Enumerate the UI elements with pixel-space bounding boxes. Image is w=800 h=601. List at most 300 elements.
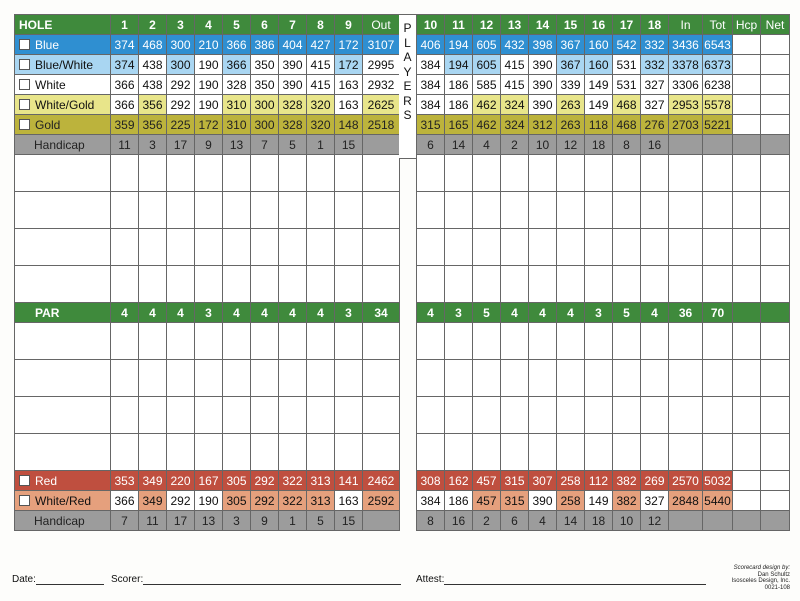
par-value: 4 xyxy=(223,303,251,323)
yardage: 322 xyxy=(279,471,307,491)
net-cell[interactable] xyxy=(761,115,790,135)
hole-number: 9 xyxy=(335,15,363,35)
yardage: 438 xyxy=(139,75,167,95)
yardage: 366 xyxy=(111,491,139,511)
yardage: 531 xyxy=(613,55,641,75)
player-score-row[interactable] xyxy=(417,266,790,303)
yardage: 310 xyxy=(223,95,251,115)
yardage: 468 xyxy=(613,115,641,135)
yardage: 390 xyxy=(529,491,557,511)
yardage: 432 xyxy=(501,35,529,55)
yardage: 313 xyxy=(307,491,335,511)
tee-row-white-red-back xyxy=(417,491,790,511)
hole-number: 2 xyxy=(139,15,167,35)
yardage: 366 xyxy=(111,75,139,95)
yardage: 367 xyxy=(557,55,585,75)
yardage: 269 xyxy=(641,471,669,491)
hole-number: 18 xyxy=(641,15,669,35)
checkbox[interactable] xyxy=(19,79,30,90)
player-score-row[interactable] xyxy=(15,155,400,192)
par-value: 4 xyxy=(139,303,167,323)
par-value: 3 xyxy=(585,303,613,323)
yardage: 312 xyxy=(529,115,557,135)
yardage: 367 xyxy=(557,35,585,55)
yardage: 148 xyxy=(335,115,363,135)
yardage: 382 xyxy=(613,471,641,491)
hole-number: 12 xyxy=(473,15,501,35)
player-score-row[interactable] xyxy=(417,434,790,471)
handicap-value: 6 xyxy=(417,135,445,155)
par-row xyxy=(15,303,400,323)
handicap-value: 11 xyxy=(139,511,167,531)
handicap-value: 9 xyxy=(251,511,279,531)
yardage: 339 xyxy=(557,75,585,95)
yardage: 366 xyxy=(223,55,251,75)
hole-number: 6 xyxy=(251,15,279,35)
yardage: 457 xyxy=(473,491,501,511)
handicap-label: Handicap xyxy=(15,511,111,531)
hcp-cell[interactable] xyxy=(733,35,761,55)
yardage: 350 xyxy=(251,75,279,95)
yardage: 190 xyxy=(195,55,223,75)
yardage: 276 xyxy=(641,115,669,135)
yardage: 162 xyxy=(445,471,473,491)
yardage: 332 xyxy=(641,55,669,75)
handicap-value: 10 xyxy=(529,135,557,155)
yardage: 149 xyxy=(585,491,613,511)
player-score-row[interactable] xyxy=(15,192,400,229)
yardage: 384 xyxy=(417,95,445,115)
yardage: 190 xyxy=(195,491,223,511)
hole-number: 16 xyxy=(585,15,613,35)
yardage: 292 xyxy=(167,95,195,115)
yardage: 353 xyxy=(111,471,139,491)
par-value: 4 xyxy=(501,303,529,323)
yardage: 210 xyxy=(195,35,223,55)
handicap-value: 14 xyxy=(445,135,473,155)
yardage: 258 xyxy=(557,491,585,511)
yardage: 438 xyxy=(139,55,167,75)
out-total: 3107 xyxy=(363,35,400,55)
hole-number: 1 xyxy=(111,15,139,35)
yardage: 328 xyxy=(279,95,307,115)
yardage: 386 xyxy=(251,35,279,55)
yardage: 149 xyxy=(585,95,613,115)
yardage: 292 xyxy=(251,491,279,511)
yardage: 605 xyxy=(473,35,501,55)
in-total: 2953 xyxy=(669,95,703,115)
yardage: 186 xyxy=(445,491,473,511)
handicap-value: 10 xyxy=(613,511,641,531)
hole-number: 3 xyxy=(167,15,195,35)
yardage: 194 xyxy=(445,55,473,75)
tee-row-red-back xyxy=(417,471,790,491)
yardage: 172 xyxy=(335,55,363,75)
handicap-value: 7 xyxy=(251,135,279,155)
yardage: 468 xyxy=(613,95,641,115)
total: 5440 xyxy=(703,491,733,511)
hole-number: 10 xyxy=(417,15,445,35)
yardage: 141 xyxy=(335,471,363,491)
yardage: 118 xyxy=(585,115,613,135)
yardage: 315 xyxy=(417,115,445,135)
total: 5032 xyxy=(703,471,733,491)
handicap-value: 4 xyxy=(473,135,501,155)
yardage: 398 xyxy=(529,35,557,55)
in-total: 2570 xyxy=(669,471,703,491)
hcp-label: Hcp xyxy=(733,15,761,35)
net-cell[interactable] xyxy=(761,471,790,491)
yardage: 382 xyxy=(613,491,641,511)
yardage: 292 xyxy=(167,75,195,95)
total: 5221 xyxy=(703,115,733,135)
par-value: 4 xyxy=(307,303,335,323)
in-label: In xyxy=(669,15,703,35)
handicap-value: 4 xyxy=(529,511,557,531)
yardage: 310 xyxy=(223,115,251,135)
yardage: 356 xyxy=(139,95,167,115)
net-cell[interactable] xyxy=(761,55,790,75)
yardage: 313 xyxy=(307,471,335,491)
yardage: 605 xyxy=(473,55,501,75)
yardage: 366 xyxy=(111,95,139,115)
par-value: 4 xyxy=(417,303,445,323)
yardage: 384 xyxy=(417,491,445,511)
yardage: 415 xyxy=(501,75,529,95)
handicap-value: 17 xyxy=(167,511,195,531)
yardage: 292 xyxy=(251,471,279,491)
yardage: 332 xyxy=(641,35,669,55)
handicap-value: 16 xyxy=(445,511,473,531)
tot-label: Tot xyxy=(703,15,733,35)
player-score-row[interactable] xyxy=(417,155,790,192)
yardage: 225 xyxy=(167,115,195,135)
date-field[interactable] xyxy=(12,574,104,585)
yardage: 172 xyxy=(335,35,363,55)
yardage: 167 xyxy=(195,471,223,491)
par-value: 5 xyxy=(613,303,641,323)
hole-number: 4 xyxy=(195,15,223,35)
handicap-value: 6 xyxy=(501,511,529,531)
total: 6238 xyxy=(703,75,733,95)
total: 5578 xyxy=(703,95,733,115)
yardage: 390 xyxy=(529,75,557,95)
attest-field[interactable] xyxy=(416,574,706,585)
handicap-value: 12 xyxy=(557,135,585,155)
yardage: 190 xyxy=(195,75,223,95)
scorer-field[interactable] xyxy=(111,574,401,585)
hcp-cell[interactable] xyxy=(733,95,761,115)
hcp-cell[interactable] xyxy=(733,115,761,135)
hole-number: 5 xyxy=(223,15,251,35)
par-value: 3 xyxy=(445,303,473,323)
yardage: 300 xyxy=(251,115,279,135)
par-value: 5 xyxy=(473,303,501,323)
yardage: 327 xyxy=(641,491,669,511)
par-value: 4 xyxy=(279,303,307,323)
player-score-row[interactable] xyxy=(15,434,400,471)
tee-row-blue-back xyxy=(417,35,790,55)
handicap-value: 13 xyxy=(223,135,251,155)
net-cell[interactable] xyxy=(761,75,790,95)
player-score-row[interactable] xyxy=(417,323,790,360)
yardage: 384 xyxy=(417,55,445,75)
yardage: 374 xyxy=(111,35,139,55)
handicap-value: 11 xyxy=(111,135,139,155)
out-total: 2995 xyxy=(363,55,400,75)
tee-row-blue xyxy=(15,35,400,55)
in-total: 3378 xyxy=(669,55,703,75)
yardage: 186 xyxy=(445,75,473,95)
yardage: 328 xyxy=(279,115,307,135)
yardage: 160 xyxy=(585,55,613,75)
yardage: 322 xyxy=(279,491,307,511)
player-score-row[interactable] xyxy=(15,360,400,397)
tee-name: White/Gold xyxy=(15,95,111,115)
checkbox[interactable] xyxy=(19,39,30,50)
tee-row-white-red xyxy=(15,491,400,511)
hole-header-row xyxy=(15,15,400,35)
yardage: 359 xyxy=(111,115,139,135)
handicap-value: 15 xyxy=(335,135,363,155)
yardage: 258 xyxy=(557,471,585,491)
date-label: Date: xyxy=(12,574,36,585)
out-total: 2462 xyxy=(363,471,400,491)
yardage: 542 xyxy=(613,35,641,55)
yardage: 172 xyxy=(195,115,223,135)
handicap-label: Handicap xyxy=(15,135,111,155)
par-value: 4 xyxy=(529,303,557,323)
out-total: 2625 xyxy=(363,95,400,115)
tee-row-white-gold xyxy=(15,95,400,115)
design-credit: Scorecard design by: Dan Schultz Isosceles Design, Inc. 0021-108 xyxy=(731,565,790,591)
tee-row-gold xyxy=(15,115,400,135)
handicap-value: 3 xyxy=(223,511,251,531)
in-total: 3306 xyxy=(669,75,703,95)
yardage: 163 xyxy=(335,95,363,115)
handicap-value: 12 xyxy=(641,511,669,531)
par-value: 4 xyxy=(251,303,279,323)
attest-label: Attest: xyxy=(416,574,445,585)
par-value: 4 xyxy=(557,303,585,323)
checkbox[interactable] xyxy=(19,495,30,506)
par-value: 4 xyxy=(111,303,139,323)
handicap-row-back xyxy=(417,135,790,155)
net-cell[interactable] xyxy=(761,35,790,55)
yardage: 186 xyxy=(445,95,473,115)
players-vertical-label: P L A Y E R S xyxy=(399,14,416,159)
yardage: 531 xyxy=(613,75,641,95)
yardage: 300 xyxy=(167,55,195,75)
out-total: 2592 xyxy=(363,491,400,511)
tee-name: White xyxy=(15,75,111,95)
out-label: Out xyxy=(363,15,400,35)
tee-name: White/Red xyxy=(15,491,111,511)
hole-number: 17 xyxy=(613,15,641,35)
yardage: 163 xyxy=(335,75,363,95)
handicap-row xyxy=(15,135,400,155)
hcp-cell[interactable] xyxy=(733,491,761,511)
par-label: PAR xyxy=(15,303,111,323)
handicap-value: 3 xyxy=(139,135,167,155)
in-total: 2848 xyxy=(669,491,703,511)
par-tot: 70 xyxy=(703,303,733,323)
hole-header-row-back xyxy=(417,15,790,35)
yardage: 462 xyxy=(473,115,501,135)
yardage: 163 xyxy=(335,491,363,511)
tee-name: Gold xyxy=(15,115,111,135)
handicap-value: 18 xyxy=(585,511,613,531)
handicap-value: 18 xyxy=(585,135,613,155)
yardage: 112 xyxy=(585,471,613,491)
yardage: 220 xyxy=(167,471,195,491)
player-score-row[interactable] xyxy=(15,323,400,360)
scorer-label: Scorer: xyxy=(111,574,144,585)
total: 6373 xyxy=(703,55,733,75)
yardage: 165 xyxy=(445,115,473,135)
yardage: 308 xyxy=(417,471,445,491)
yardage: 366 xyxy=(223,35,251,55)
hole-number: 15 xyxy=(557,15,585,35)
handicap-value: 9 xyxy=(195,135,223,155)
yardage: 307 xyxy=(529,471,557,491)
yardage: 305 xyxy=(223,491,251,511)
yardage: 349 xyxy=(139,471,167,491)
handicap-value: 7 xyxy=(111,511,139,531)
yardage: 390 xyxy=(279,55,307,75)
hcp-cell[interactable] xyxy=(733,55,761,75)
tee-row-white-gold-back xyxy=(417,95,790,115)
yardage: 349 xyxy=(139,491,167,511)
yardage: 384 xyxy=(417,75,445,95)
par-row-back xyxy=(417,303,790,323)
in-total: 3436 xyxy=(669,35,703,55)
par-value: 3 xyxy=(335,303,363,323)
yardage: 374 xyxy=(111,55,139,75)
out-total: 2932 xyxy=(363,75,400,95)
hole-number: 8 xyxy=(307,15,335,35)
handicap-value: 5 xyxy=(279,135,307,155)
player-score-row[interactable] xyxy=(15,397,400,434)
yardage: 315 xyxy=(501,471,529,491)
yardage: 320 xyxy=(307,95,335,115)
tee-name: Red xyxy=(15,471,111,491)
yardage: 320 xyxy=(307,115,335,135)
handicap-value: 8 xyxy=(417,511,445,531)
yardage: 149 xyxy=(585,75,613,95)
handicap-value: 5 xyxy=(307,511,335,531)
tee-row-blue-white xyxy=(15,55,400,75)
player-score-row[interactable] xyxy=(417,192,790,229)
yardage: 300 xyxy=(167,35,195,55)
hcp-cell[interactable] xyxy=(733,75,761,95)
front-nine-table xyxy=(14,14,400,531)
in-total: 2703 xyxy=(669,115,703,135)
handicap-value: 1 xyxy=(307,135,335,155)
tee-row-blue-white-back xyxy=(417,55,790,75)
handicap-out-blank xyxy=(363,135,400,155)
yardage: 390 xyxy=(529,55,557,75)
hole-number: 11 xyxy=(445,15,473,35)
tee-name: Blue/White xyxy=(15,55,111,75)
handicap-value: 13 xyxy=(195,511,223,531)
yardage: 585 xyxy=(473,75,501,95)
handicap-out-blank xyxy=(363,511,400,531)
yardage: 415 xyxy=(307,75,335,95)
yardage: 468 xyxy=(139,35,167,55)
handicap-value: 15 xyxy=(335,511,363,531)
par-value: 3 xyxy=(195,303,223,323)
yardage: 324 xyxy=(501,95,529,115)
yardage: 263 xyxy=(557,95,585,115)
yardage: 263 xyxy=(557,115,585,135)
handicap-value: 14 xyxy=(557,511,585,531)
player-score-row[interactable] xyxy=(417,229,790,266)
yardage: 292 xyxy=(167,491,195,511)
ladies-handicap-row-back xyxy=(417,511,790,531)
handicap-value: 16 xyxy=(641,135,669,155)
handicap-value: 8 xyxy=(613,135,641,155)
yardage: 327 xyxy=(641,95,669,115)
yardage: 305 xyxy=(223,471,251,491)
hcp-cell[interactable] xyxy=(733,471,761,491)
yardage: 427 xyxy=(307,35,335,55)
yardage: 390 xyxy=(529,95,557,115)
player-score-row[interactable] xyxy=(417,397,790,434)
hole-number: 14 xyxy=(529,15,557,35)
yardage: 457 xyxy=(473,471,501,491)
yardage: 404 xyxy=(279,35,307,55)
net-cell[interactable] xyxy=(761,95,790,115)
yardage: 406 xyxy=(417,35,445,55)
ladies-handicap-row xyxy=(15,511,400,531)
hole-number: 7 xyxy=(279,15,307,35)
par-out: 34 xyxy=(363,303,400,323)
yardage: 190 xyxy=(195,95,223,115)
net-label: Net xyxy=(761,15,790,35)
out-total: 2518 xyxy=(363,115,400,135)
yardage: 327 xyxy=(641,75,669,95)
par-in: 36 xyxy=(669,303,703,323)
yardage: 350 xyxy=(251,55,279,75)
player-score-row[interactable] xyxy=(15,266,400,303)
par-value: 4 xyxy=(167,303,195,323)
par-value: 4 xyxy=(641,303,669,323)
yardage: 390 xyxy=(279,75,307,95)
player-score-row[interactable] xyxy=(417,360,790,397)
yardage: 356 xyxy=(139,115,167,135)
handicap-value: 17 xyxy=(167,135,195,155)
yardage: 194 xyxy=(445,35,473,55)
yardage: 462 xyxy=(473,95,501,115)
tee-row-gold-back xyxy=(417,115,790,135)
checkbox[interactable] xyxy=(19,99,30,110)
tee-row-red xyxy=(15,471,400,491)
checkbox[interactable] xyxy=(19,59,30,70)
yardage: 300 xyxy=(251,95,279,115)
checkbox[interactable] xyxy=(19,475,30,486)
player-score-row[interactable] xyxy=(15,229,400,266)
net-cell[interactable] xyxy=(761,491,790,511)
hole-number: 13 xyxy=(501,15,529,35)
back-nine-table xyxy=(416,14,790,531)
yardage: 328 xyxy=(223,75,251,95)
yardage: 315 xyxy=(501,491,529,511)
total: 6543 xyxy=(703,35,733,55)
checkbox[interactable] xyxy=(19,119,30,130)
yardage: 415 xyxy=(501,55,529,75)
yardage: 324 xyxy=(501,115,529,135)
